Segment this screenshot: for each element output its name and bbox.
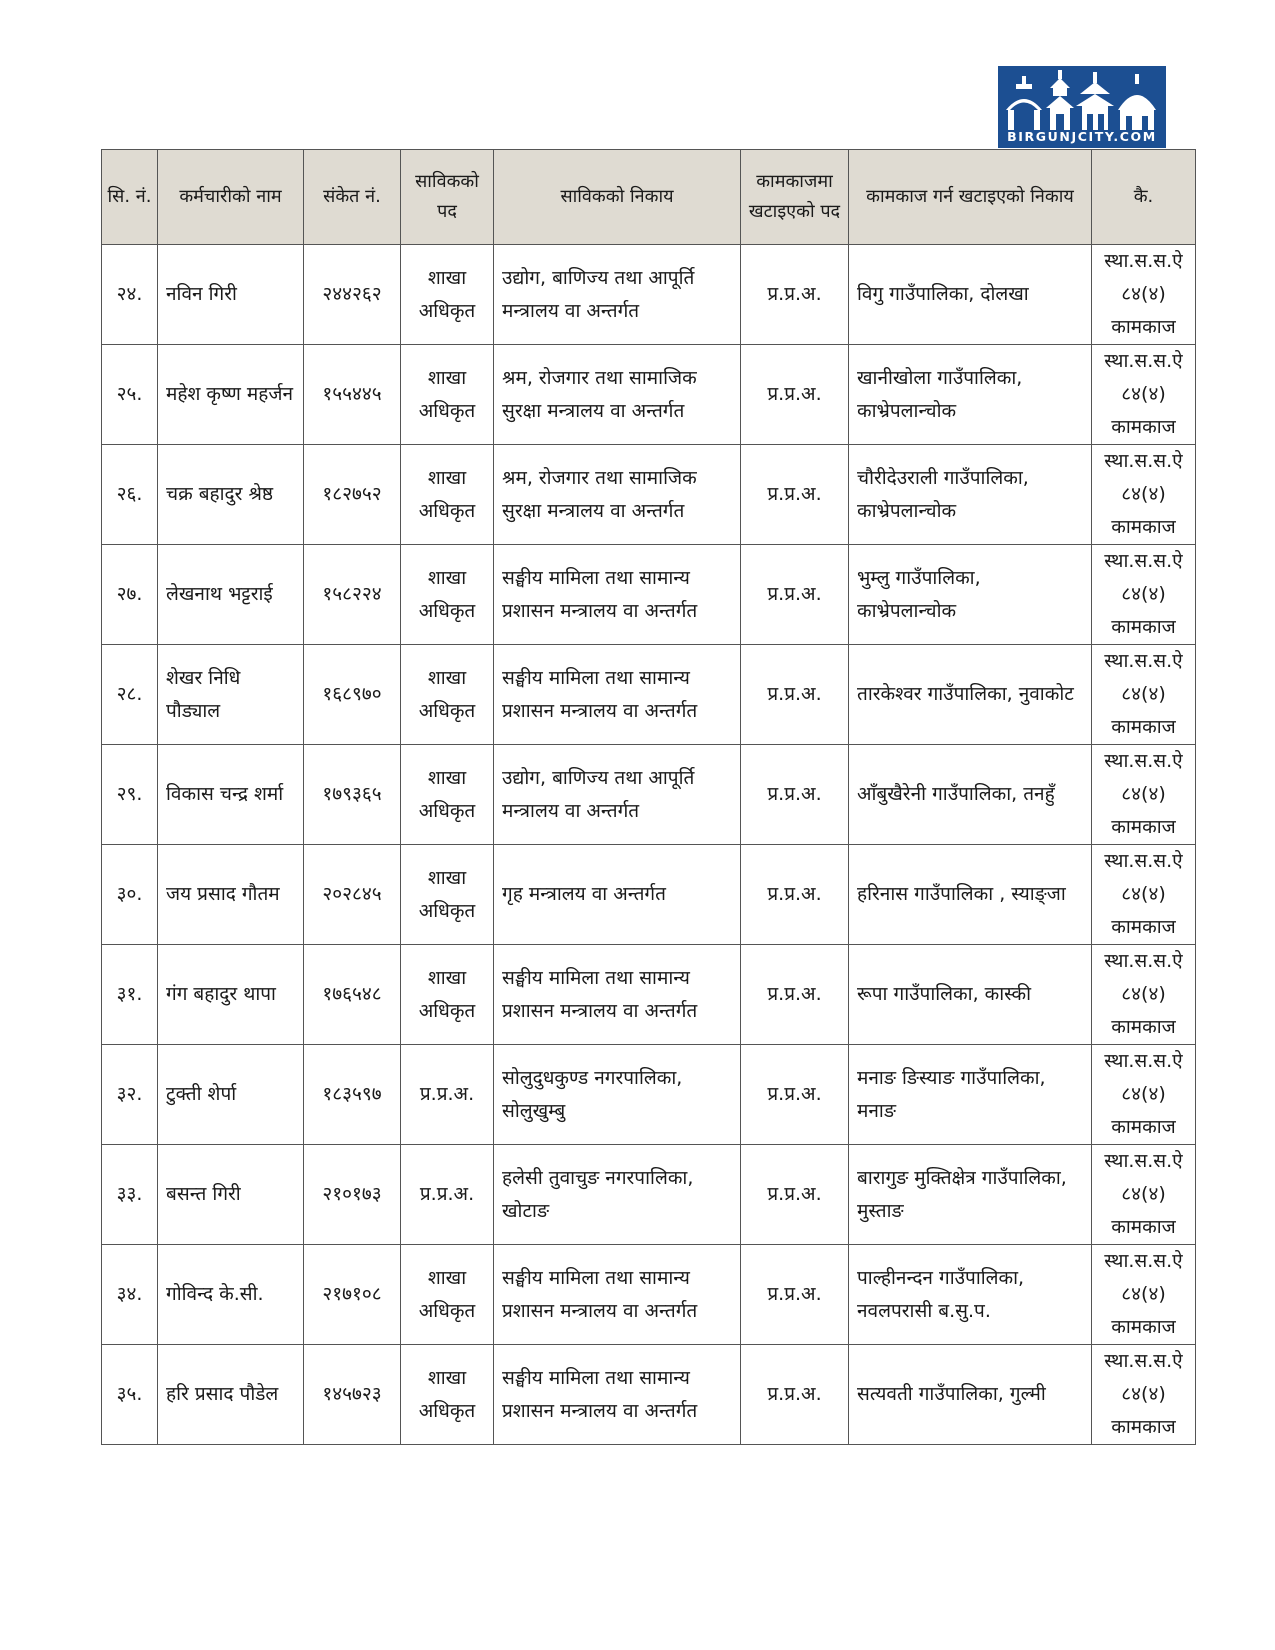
cell-prev-office: सङ्घीय मामिला तथा सामान्य प्रशासन मन्त्रालय वा अन्तर्गत — [494, 645, 741, 745]
cell-assigned-post: प्र.प्र.अ. — [741, 745, 849, 845]
table-row — [102, 1245, 1196, 1345]
cell-remarks: स्था.स.स.ऐ ८४(४) कामकाज — [1092, 745, 1196, 845]
cell-prev-office: श्रम, रोजगार तथा सामाजिक सुरक्षा मन्त्रालय वा अन्तर्गत — [494, 345, 741, 445]
cell-code: १७९३६५ — [304, 745, 401, 845]
cell-assigned-post: प्र.प्र.अ. — [741, 545, 849, 645]
cell-code: १७६५४८ — [304, 945, 401, 1045]
cell-prev-post: शाखा अधिकृत — [401, 745, 494, 845]
cell-assigned-office: मनाङ ङिस्याङ गाउँपालिका, मनाङ — [849, 1045, 1092, 1145]
cell-remarks: स्था.स.स.ऐ ८४(४) कामकाज — [1092, 1045, 1196, 1145]
logo-text: BIRGUNJCITY.COM — [1007, 129, 1157, 144]
cell-prev-office: सोलुदुधकुण्ड नगरपालिका, सोलुखुम्बु — [494, 1045, 741, 1145]
cell-assigned-post: प्र.प्र.अ. — [741, 1245, 849, 1345]
table-row — [102, 445, 1196, 545]
cell-name: नविन गिरी — [158, 245, 304, 345]
cell-name: बसन्त गिरी — [158, 1145, 304, 1245]
cell-prev-office: श्रम, रोजगार तथा सामाजिक सुरक्षा मन्त्रालय वा अन्तर्गत — [494, 445, 741, 545]
cell-sn: २९. — [102, 745, 158, 845]
cell-code: २४४२६२ — [304, 245, 401, 345]
cell-remarks: स्था.स.स.ऐ ८४(४) कामकाज — [1092, 445, 1196, 545]
cell-prev-office: सङ्घीय मामिला तथा सामान्य प्रशासन मन्त्रालय वा अन्तर्गत — [494, 1245, 741, 1345]
table-row — [102, 945, 1196, 1045]
cell-prev-post: शाखा अधिकृत — [401, 1345, 494, 1445]
cell-assigned-office: बारागुङ मुक्तिक्षेत्र गाउँपालिका, मुस्ताङ — [849, 1145, 1092, 1245]
cell-prev-office: गृह मन्त्रालय वा अन्तर्गत — [494, 845, 741, 945]
table-row — [102, 845, 1196, 945]
header-code: संकेत नं. — [304, 150, 401, 245]
cell-prev-post: शाखा अधिकृत — [401, 345, 494, 445]
cell-remarks: स्था.स.स.ऐ ८४(४) कामकाज — [1092, 245, 1196, 345]
cell-assigned-post: प्र.प्र.अ. — [741, 1145, 849, 1245]
cell-code: २१७१०८ — [304, 1245, 401, 1345]
cell-assigned-office: चौरीदेउराली गाउँपालिका, काभ्रेपलान्चोक — [849, 445, 1092, 545]
cell-assigned-post: प्र.प्र.अ. — [741, 945, 849, 1045]
cell-code: १८३५९७ — [304, 1045, 401, 1145]
cell-prev-post: शाखा अधिकृत — [401, 1245, 494, 1345]
cell-remarks: स्था.स.स.ऐ ८४(४) कामकाज — [1092, 1345, 1196, 1445]
cell-prev-post: शाखा अधिकृत — [401, 245, 494, 345]
cell-assigned-post: प्र.प्र.अ. — [741, 845, 849, 945]
cell-remarks: स्था.स.स.ऐ ८४(४) कामकाज — [1092, 545, 1196, 645]
staff-assignment-table — [101, 149, 1196, 1445]
cell-assigned-post: प्र.प्र.अ. — [741, 1345, 849, 1445]
cell-prev-post: प्र.प्र.अ. — [401, 1145, 494, 1245]
cell-assigned-office: खानीखोला गाउँपालिका, काभ्रेपलान्चोक — [849, 345, 1092, 445]
cell-code: १६८९७० — [304, 645, 401, 745]
header-assigned-office: कामकाज गर्न खटाइएको निकाय — [849, 150, 1092, 245]
cell-prev-office: सङ्घीय मामिला तथा सामान्य प्रशासन मन्त्रालय वा अन्तर्गत — [494, 1345, 741, 1445]
cell-assigned-post: प्र.प्र.अ. — [741, 645, 849, 745]
cell-prev-post: प्र.प्र.अ. — [401, 1045, 494, 1145]
cell-sn: ३०. — [102, 845, 158, 945]
cell-assigned-post: प्र.प्र.अ. — [741, 1045, 849, 1145]
cell-prev-office: हलेसी तुवाचुङ नगरपालिका, खोटाङ — [494, 1145, 741, 1245]
cell-sn: २६. — [102, 445, 158, 545]
cell-name: जय प्रसाद गौतम — [158, 845, 304, 945]
cell-name: लेखनाथ भट्टराई — [158, 545, 304, 645]
cell-assigned-post: प्र.प्र.अ. — [741, 445, 849, 545]
cell-assigned-office: आँबुखैरेनी गाउँपालिका, तनहुँ — [849, 745, 1092, 845]
header-sn: सि. नं. — [102, 150, 158, 245]
cell-assigned-post: प्र.प्र.अ. — [741, 245, 849, 345]
cell-remarks: स्था.स.स.ऐ ८४(४) कामकाज — [1092, 1145, 1196, 1245]
table-row — [102, 745, 1196, 845]
cell-sn: ३३. — [102, 1145, 158, 1245]
cell-code: १५५४४५ — [304, 345, 401, 445]
cell-code: १८२७५२ — [304, 445, 401, 545]
cell-assigned-office: विगु गाउँपालिका, दोलखा — [849, 245, 1092, 345]
cell-remarks: स्था.स.स.ऐ ८४(४) कामकाज — [1092, 645, 1196, 745]
cell-prev-office: सङ्घीय मामिला तथा सामान्य प्रशासन मन्त्रालय वा अन्तर्गत — [494, 945, 741, 1045]
cell-name: शेखर निधि पौड्याल — [158, 645, 304, 745]
table-row — [102, 1045, 1196, 1145]
cell-sn: ३२. — [102, 1045, 158, 1145]
cell-code: १४५७२३ — [304, 1345, 401, 1445]
cell-sn: २४. — [102, 245, 158, 345]
cell-assigned-post: प्र.प्र.अ. — [741, 345, 849, 445]
cell-sn: ३४. — [102, 1245, 158, 1345]
cell-name: हरि प्रसाद पौडेल — [158, 1345, 304, 1445]
cell-assigned-office: सत्यवती गाउँपालिका, गुल्मी — [849, 1345, 1092, 1445]
cell-name: गंग बहादुर थापा — [158, 945, 304, 1045]
cell-remarks: स्था.स.स.ऐ ८४(४) कामकाज — [1092, 1245, 1196, 1345]
header-assigned-post: कामकाजमा खटाइएको पद — [741, 150, 849, 245]
cell-prev-office: सङ्घीय मामिला तथा सामान्य प्रशासन मन्त्रालय वा अन्तर्गत — [494, 545, 741, 645]
cell-assigned-office: तारकेश्वर गाउँपालिका, नुवाकोट — [849, 645, 1092, 745]
cell-assigned-office: पाल्हीनन्दन गाउँपालिका, नवलपरासी ब.सु.प. — [849, 1245, 1092, 1345]
cell-name: चक्र बहादुर श्रेष्ठ — [158, 445, 304, 545]
cell-sn: २८. — [102, 645, 158, 745]
table-row — [102, 1145, 1196, 1245]
cell-sn: ३५. — [102, 1345, 158, 1445]
cell-prev-office: उद्योग, बाणिज्य तथा आपूर्ति मन्त्रालय वा अन्तर्गत — [494, 245, 741, 345]
table-row — [102, 645, 1196, 745]
birgunjcity-logo — [998, 66, 1166, 148]
cell-name: टुक्ती शेर्पा — [158, 1045, 304, 1145]
cell-sn: २७. — [102, 545, 158, 645]
cell-prev-post: शाखा अधिकृत — [401, 845, 494, 945]
cell-prev-office: उद्योग, बाणिज्य तथा आपूर्ति मन्त्रालय वा अन्तर्गत — [494, 745, 741, 845]
cell-code: २०२८४५ — [304, 845, 401, 945]
cell-remarks: स्था.स.स.ऐ ८४(४) कामकाज — [1092, 345, 1196, 445]
table-row — [102, 1345, 1196, 1445]
header-prev-office: साविकको निकाय — [494, 150, 741, 245]
table-header-row — [102, 150, 1196, 245]
cell-remarks: स्था.स.स.ऐ ८४(४) कामकाज — [1092, 945, 1196, 1045]
table-row — [102, 245, 1196, 345]
cell-code: १५८२२४ — [304, 545, 401, 645]
cell-prev-post: शाखा अधिकृत — [401, 445, 494, 545]
cell-prev-post: शाखा अधिकृत — [401, 645, 494, 745]
header-remarks: कै. — [1092, 150, 1196, 245]
cell-name: महेश कृष्ण महर्जन — [158, 345, 304, 445]
table-row — [102, 545, 1196, 645]
header-name: कर्मचारीको नाम — [158, 150, 304, 245]
table-row — [102, 345, 1196, 445]
cell-assigned-office: भुम्लु गाउँपालिका, काभ्रेपलान्चोक — [849, 545, 1092, 645]
cell-prev-post: शाखा अधिकृत — [401, 945, 494, 1045]
cell-assigned-office: हरिनास गाउँपालिका , स्याङ्जा — [849, 845, 1092, 945]
cell-remarks: स्था.स.स.ऐ ८४(४) कामकाज — [1092, 845, 1196, 945]
cell-sn: ३१. — [102, 945, 158, 1045]
cell-prev-post: शाखा अधिकृत — [401, 545, 494, 645]
cell-sn: २५. — [102, 345, 158, 445]
cell-name: विकास चन्द्र शर्मा — [158, 745, 304, 845]
cell-code: २१०१७३ — [304, 1145, 401, 1245]
header-prev-post: साविकको पद — [401, 150, 494, 245]
cell-assigned-office: रूपा गाउँपालिका, कास्की — [849, 945, 1092, 1045]
cell-name: गोविन्द के.सी. — [158, 1245, 304, 1345]
